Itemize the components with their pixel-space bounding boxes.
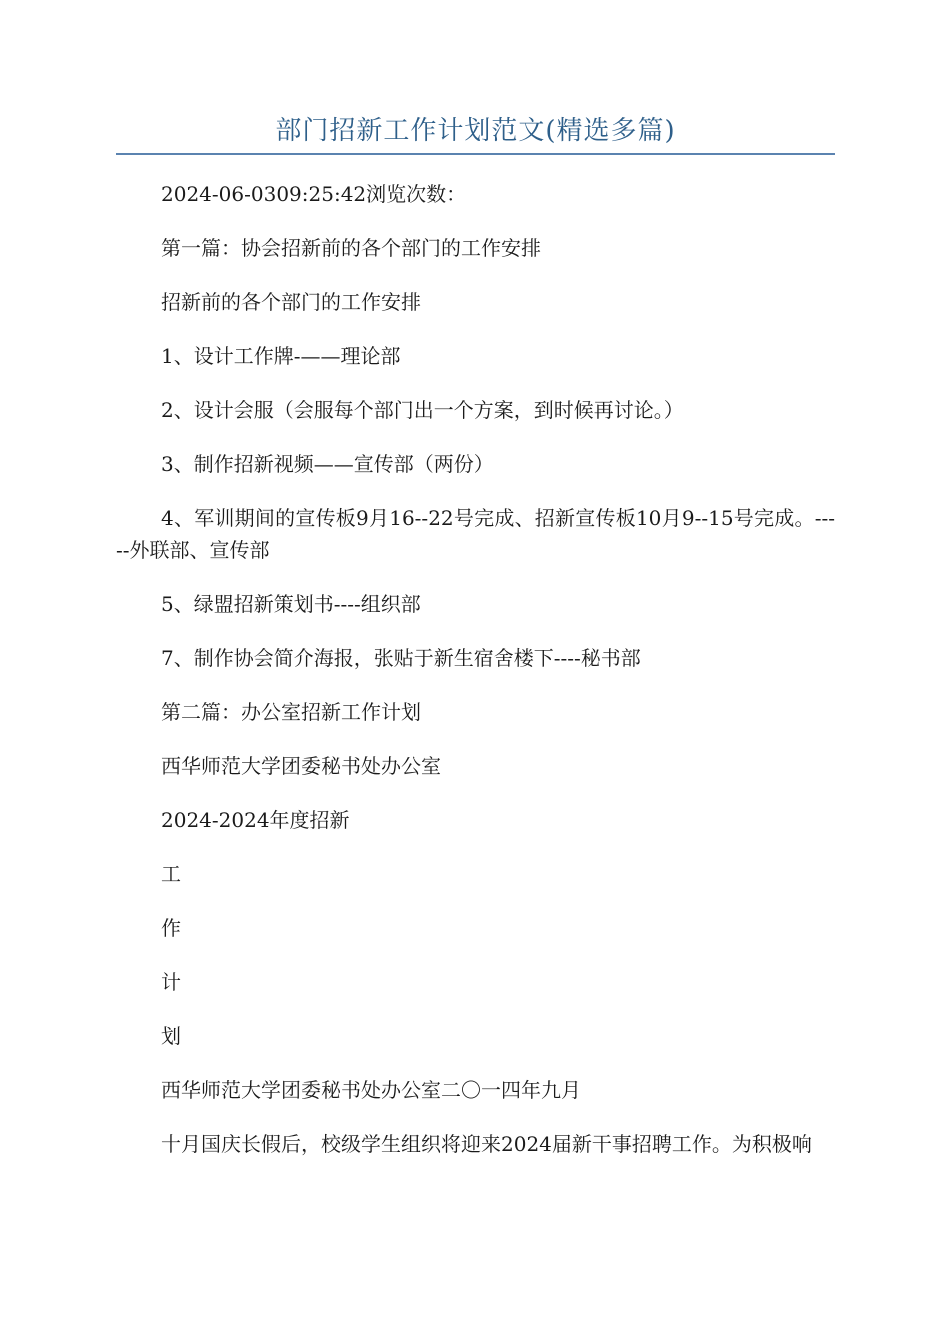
list-item: 5、绿盟招新策划书----组织部	[161, 592, 421, 616]
document-body	[116, 178, 835, 1182]
list-item: 4、军训期间的宣传板9月16--22号完成、招新宣传板10月9--15号完成。-----外联部、宣传部	[116, 506, 835, 562]
list-item: 2、设计会服（会服每个部门出一个方案，到时候再讨论。）	[161, 398, 684, 422]
vertical-char: 计	[161, 970, 181, 994]
vertical-char: 工	[161, 862, 181, 886]
title-underline	[116, 153, 835, 155]
paragraph: 十月国庆长假后，校级学生组织将迎来2024届新干事招聘工作。为积极响	[161, 1132, 812, 1156]
meta-date-views: 2024-06-0309:25:42浏览次数：	[161, 182, 467, 206]
section-heading-2: 第二篇：办公室招新工作计划	[161, 700, 421, 724]
list-item: 7、制作协会简介海报，张贴于新生宿舍楼下----秘书部	[161, 646, 641, 670]
paragraph: 招新前的各个部门的工作安排	[161, 290, 421, 314]
vertical-char: 划	[161, 1024, 181, 1048]
paragraph: 西华师范大学团委秘书处办公室	[161, 754, 441, 778]
list-item: 3、制作招新视频——宣传部（两份）	[161, 452, 494, 476]
vertical-char: 作	[161, 916, 181, 940]
paragraph: 西华师范大学团委秘书处办公室二〇一四年九月	[161, 1078, 581, 1102]
document-title: 部门招新工作计划范文(精选多篇)	[275, 116, 676, 146]
section-heading-1: 第一篇：协会招新前的各个部门的工作安排	[161, 236, 541, 260]
paragraph: 2024-2024年度招新	[161, 808, 350, 832]
list-item: 1、设计工作牌-——理论部	[161, 344, 401, 368]
